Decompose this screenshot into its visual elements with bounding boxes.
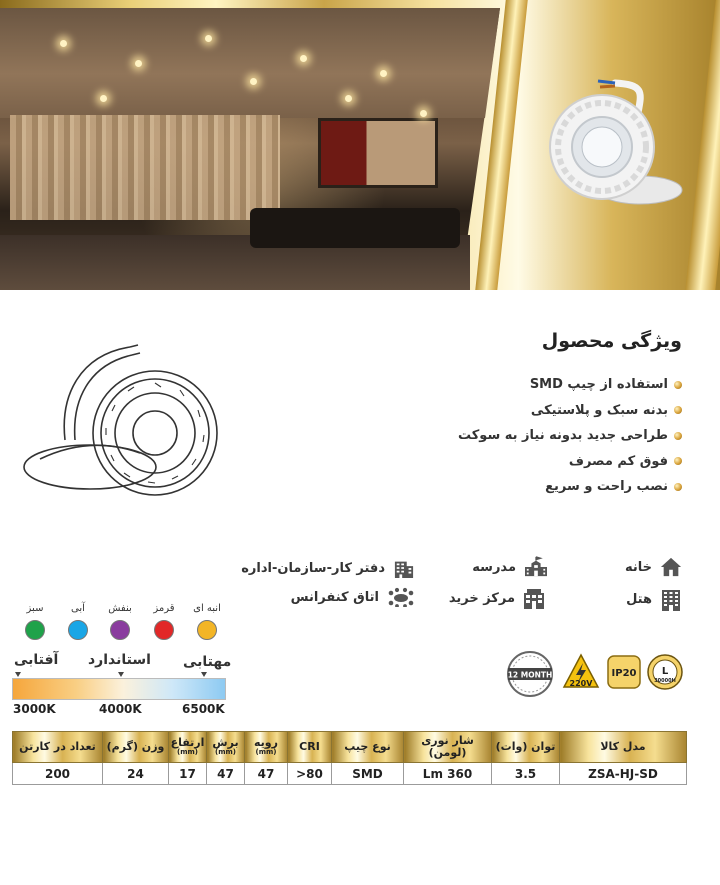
bullet-icon <box>674 432 682 440</box>
header-face-text: رویه <box>254 736 278 750</box>
feature-item <box>458 398 682 424</box>
ceiling-lamp <box>60 40 67 47</box>
header-count: تعداد در کارتن <box>13 732 103 763</box>
voltage-text: 220V <box>569 679 593 688</box>
table-header-row <box>13 732 687 763</box>
bullet-icon <box>674 457 682 465</box>
usage-label: هتل <box>626 591 652 607</box>
cell-weight: 24 <box>103 763 169 785</box>
cell-cri: 80< <box>288 763 332 785</box>
header-model: مدل کالا <box>560 732 687 763</box>
lifetime-letter: L <box>661 666 669 677</box>
cct-cool-label: مهتابی <box>183 654 232 670</box>
usage-mall <box>449 587 545 609</box>
header-cut <box>207 732 245 763</box>
usage-label: خانه <box>624 559 652 575</box>
feature-item <box>458 474 682 500</box>
feature-item <box>458 372 682 398</box>
color-label: قرمز <box>153 603 175 614</box>
product-photo <box>540 75 690 225</box>
features-title: ویژگی محصول <box>541 330 682 352</box>
usage-label: مدرسه <box>472 559 516 575</box>
color-option-blue <box>54 603 102 640</box>
unit-label: (mm) <box>255 748 277 757</box>
warranty-badge <box>505 650 555 698</box>
room-ceiling <box>0 8 500 118</box>
usage-label: اتاق کنفرانس <box>290 589 379 605</box>
lifetime-badge <box>646 653 684 691</box>
ceiling-lamp <box>420 110 427 117</box>
header-height-text: ارتفاع <box>170 736 205 750</box>
color-dot <box>197 620 217 640</box>
room-painting <box>318 118 438 188</box>
bullet-icon <box>674 483 682 491</box>
header-weight: وزن (گرم) <box>103 732 169 763</box>
bullet-icon <box>674 381 682 389</box>
kelvin-4000: 4000K <box>99 702 142 716</box>
usage-hotel <box>626 587 682 611</box>
tick-marker <box>15 672 21 677</box>
cct-warm-label: آفتابی <box>14 652 59 668</box>
unit-label: (mm) <box>215 748 236 757</box>
color-label: انبه ای <box>193 603 221 614</box>
room-curtain <box>10 115 280 220</box>
spec-table <box>12 731 687 785</box>
feature-item <box>458 423 682 449</box>
header-power: توان (وات) <box>492 732 560 763</box>
header-lumen: شار نوری (لومن) <box>404 732 492 763</box>
feature-text: نصب راحت و سریع <box>545 479 668 495</box>
cell-height: 17 <box>169 763 207 785</box>
header-height <box>169 732 207 763</box>
color-option-purple <box>96 603 144 640</box>
color-option-green <box>11 603 59 640</box>
ceiling-lamp <box>205 35 212 42</box>
feature-item <box>458 449 682 475</box>
cell-lumen: 360 Lm <box>404 763 492 785</box>
color-option-mango <box>183 603 231 640</box>
office-building-icon <box>393 558 415 578</box>
conference-room-icon <box>387 587 415 607</box>
usage-home <box>625 556 682 578</box>
feature-text: فوق کم مصرف <box>568 453 668 469</box>
features-list <box>458 372 682 500</box>
feature-text: طراحی جدید بدونه نیاز به سوکت <box>457 428 668 444</box>
school-icon <box>524 556 548 578</box>
cell-power: 3.5 <box>492 763 560 785</box>
feature-text: بدنه سبک و پلاستیکی <box>530 402 668 418</box>
product-outline-drawing <box>20 335 220 500</box>
ceiling-lamp <box>100 95 107 102</box>
bullet-icon <box>674 406 682 414</box>
usage-conference <box>291 587 415 607</box>
color-dot <box>110 620 130 640</box>
color-option-red <box>140 603 188 640</box>
tick-marker <box>201 672 207 677</box>
header-face <box>245 732 288 763</box>
ceiling-lamp <box>135 60 142 67</box>
color-temperature-bar <box>12 678 226 700</box>
feature-text: استفاده از چیپ SMD <box>529 377 668 393</box>
usage-label: مرکز خرید <box>448 590 515 606</box>
ceiling-lamp <box>345 95 352 102</box>
ceiling-lamp <box>380 70 387 77</box>
color-label: سبز <box>26 603 44 614</box>
ceiling-lamp <box>300 55 307 62</box>
kelvin-6500: 6500K <box>182 702 225 716</box>
cell-count: 200 <box>13 763 103 785</box>
header-chip: نوع چیپ <box>332 732 404 763</box>
cct-neutral-label: استاندارد <box>88 652 151 668</box>
color-label: بنفش <box>108 603 132 614</box>
warranty-text: 12 MONTH <box>507 670 553 680</box>
ip-text: IP20 <box>611 668 637 679</box>
usage-label: دفتر کار-سازمان-اداره <box>241 560 385 576</box>
lifetime-hours: 30000H <box>654 678 676 684</box>
color-label: آبی <box>71 603 85 614</box>
header-cri-text: CRI <box>299 739 320 753</box>
usage-office <box>241 558 415 578</box>
table-row <box>13 763 687 785</box>
cell-face: 47 <box>245 763 288 785</box>
color-dot <box>25 620 45 640</box>
hotel-icon <box>660 587 682 611</box>
cell-chip: SMD <box>332 763 404 785</box>
voltage-badge <box>562 653 600 691</box>
ceiling-lamp <box>250 78 257 85</box>
header-cri <box>288 732 332 763</box>
room-sofa <box>250 208 460 248</box>
usage-school <box>472 556 548 578</box>
cell-model: ZSA-HJ-SD <box>560 763 687 785</box>
tick-marker <box>118 672 124 677</box>
hero-banner <box>0 0 720 290</box>
unit-label: (mm) <box>177 748 198 757</box>
ip-rating-badge <box>607 655 641 689</box>
cell-cut: 47 <box>207 763 245 785</box>
house-icon <box>660 556 682 578</box>
color-dot <box>68 620 88 640</box>
header-cut-text: برش <box>212 736 239 750</box>
color-dot <box>154 620 174 640</box>
kelvin-3000: 3000K <box>13 702 56 716</box>
shopping-mall-icon <box>523 587 545 609</box>
